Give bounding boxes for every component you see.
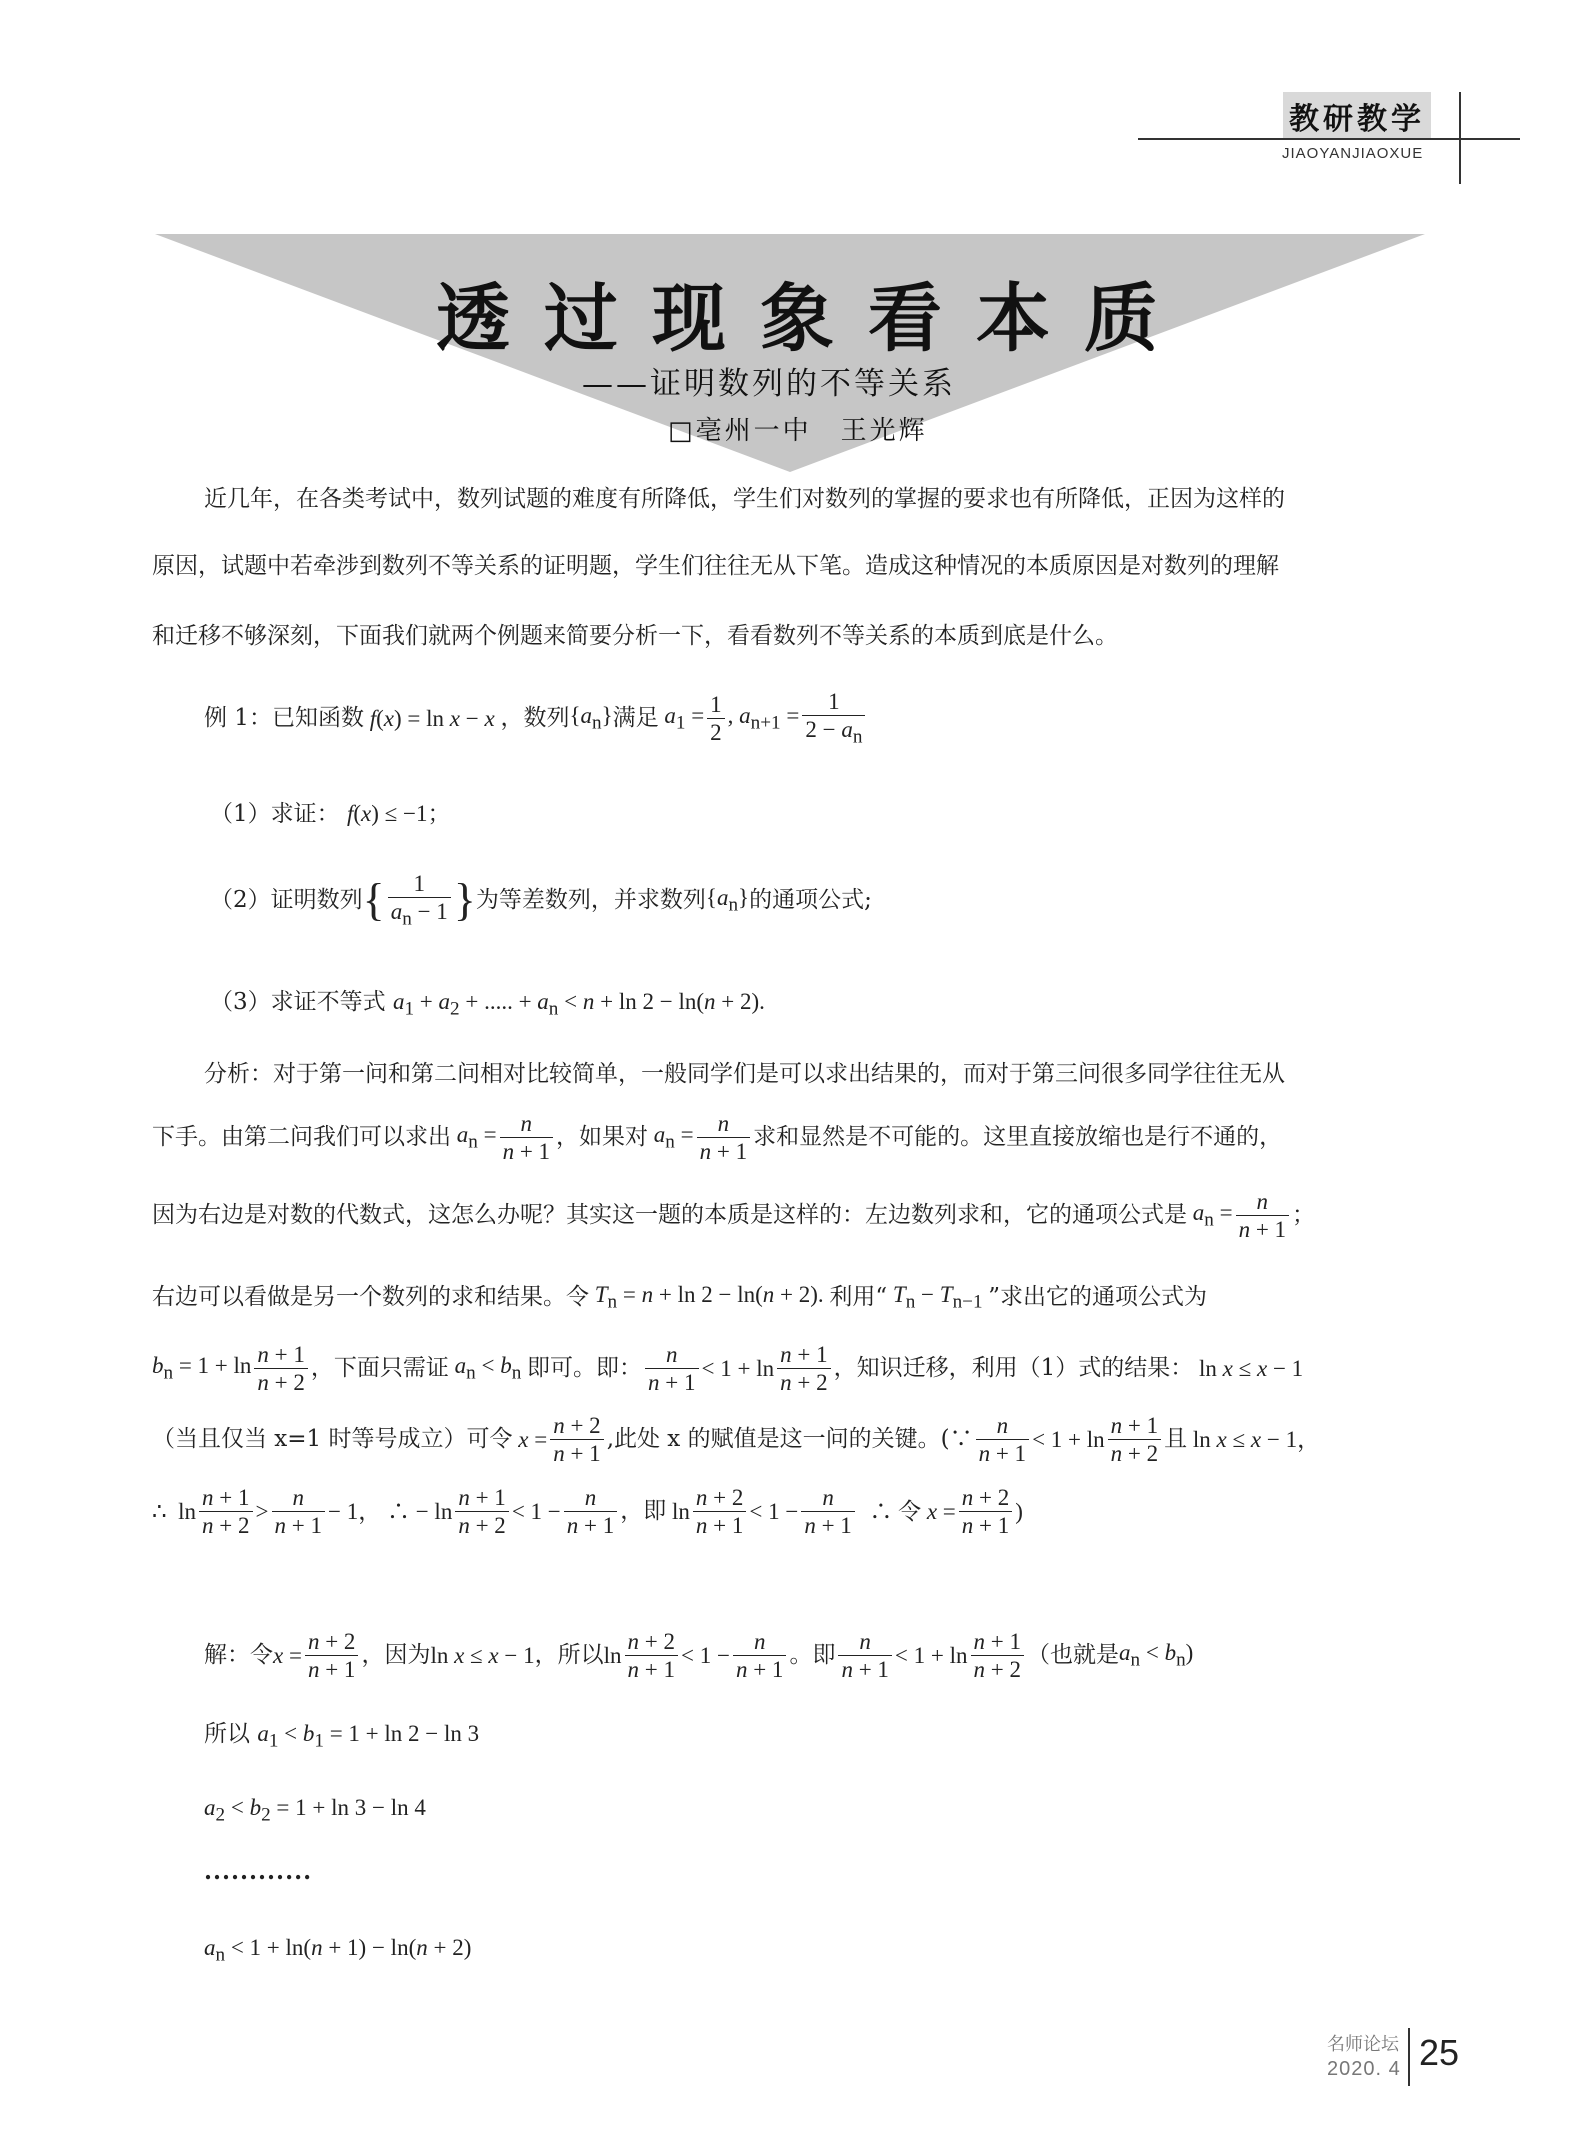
frac-n-n1-h: $\frac{n}{n + 1}$	[801, 1486, 854, 1537]
analysis-2c: 求和显然是不可能的。这里直接放缩也是行不通的，	[753, 1124, 1283, 1150]
frac-n-n1-e: $\frac{n}{n + 1}$	[976, 1414, 1029, 1465]
lnx-ineq-2: ln x ≤ x − 1，	[1187, 1427, 1321, 1452]
analysis-4a: 右边可以看做是另一个数列的求和结果。令	[152, 1283, 589, 1310]
sol-an-bn: $a_n < b_n$)	[1119, 1640, 1194, 1671]
solution-mid1: ，因为	[361, 1642, 431, 1668]
q2-seq: $\{a_n\}$	[705, 885, 750, 916]
frac-n1-n2-b: $\frac{n + 1}{n + 2}$	[777, 1343, 830, 1394]
question-3	[210, 990, 765, 1019]
intro-line-3: 和迁移不够深刻，下面我们就两个例题来简要分析一下，看看数列不等关系的本质到底是什么。	[152, 623, 1118, 649]
sol-lnx: ln x ≤ x − 1	[430, 1643, 535, 1668]
column-subtitle: JIAOYANJIAOXUE	[1282, 145, 1424, 162]
solution-label: 解：令	[204, 1642, 273, 1668]
frac-n-n1-i: $\frac{n}{n + 1}$	[733, 1630, 786, 1681]
ln-label: ln	[666, 1499, 690, 1524]
analysis-3: 因为右边是对数的代数式，这怎么办呢？其实这一题的本质是这样的：左边数列求和，它的通项公式是	[152, 1202, 1187, 1228]
analysis-4b: 利用“	[829, 1283, 888, 1310]
analysis-5a: ，下面只需证	[310, 1355, 449, 1381]
lnx-ineq: ln x ≤ x − 1	[1193, 1356, 1304, 1381]
x-eq-a: x =	[518, 1427, 548, 1452]
frac-n1-n2-f: $\frac{n + 1}{n + 2}$	[971, 1630, 1024, 1681]
sol-lt-ln: < 1 + ln	[894, 1643, 968, 1668]
frac-q2: $\frac{1}{a_n - 1}$	[388, 872, 451, 929]
minus-one: − 1， ∴ − ln	[327, 1499, 453, 1524]
q3-formula: $a_1 + a_2$ + ..... + $a_n < n + \ln 2 - \ln(n + 2)$.	[392, 989, 765, 1020]
q2-end: 的通项公式;	[749, 886, 872, 913]
analysis-2a: 下手。由第二问我们可以求出	[152, 1124, 451, 1150]
close-paren: )	[1015, 1499, 1023, 1524]
analysis-6a: （当且仅当 x=1 时等号成立）可令	[152, 1426, 513, 1452]
lt-one-minus: < 1 −	[511, 1499, 561, 1524]
frac-one-half: $\frac{1}{2}$	[707, 693, 725, 744]
bn-eq: $b_n = 1 + \ln$	[152, 1353, 252, 1384]
lt-one-minus-2: < 1 −	[749, 1499, 799, 1524]
analysis-line-4	[152, 1283, 1207, 1312]
sol-x-eq: x =	[273, 1643, 302, 1668]
therefore-let: ∴ 令 x =	[857, 1499, 956, 1524]
frac-n2-n1-e: $\frac{n + 2}{n + 1}$	[625, 1630, 678, 1681]
q1-formula: f(x) ≤ −1；	[346, 801, 451, 826]
final-line: $a_n < 1 + \ln(n + 1) - \ln(n + 2)$	[204, 1935, 472, 1966]
dots-line: ............	[204, 1858, 313, 1885]
example-label: 例 1：已知函数	[204, 704, 364, 731]
analysis-6c: 且	[1164, 1426, 1188, 1452]
so-formula: $a_1 < b_1 = 1 + \ln 2 - \ln 3$	[257, 1721, 480, 1752]
example-mid: ，数列	[500, 704, 570, 731]
intro-line-1: 近几年，在各类考试中，数列试题的难度有所降低，学生们对数列的掌握的要求也有所降低，正因为这样的	[204, 486, 1285, 512]
question-2	[210, 872, 872, 929]
frac-n-n1-d: $\frac{n}{n + 1}$	[645, 1343, 698, 1394]
lt-one-ln-2: < 1 + ln	[1032, 1427, 1105, 1452]
question-1	[210, 802, 451, 826]
analysis-5c: ，知识迁移，利用（1）式的结果：	[833, 1355, 1194, 1381]
header-vertical-rule	[1459, 92, 1461, 184]
frac-n2-n1-b: $\frac{n + 2}{n + 1}$	[693, 1486, 746, 1537]
analysis-line-2	[152, 1112, 1282, 1163]
q3-label: （3）求证不等式	[210, 989, 386, 1015]
frac-n1-n2-e: $\frac{n + 1}{n + 2}$	[455, 1486, 508, 1537]
an-eq-3: $a_n$ =	[1192, 1200, 1233, 1231]
solution-mid3: 。即	[789, 1642, 836, 1668]
so-label: 所以	[204, 1721, 250, 1747]
formula-an1: , $a_{n+1}$ =	[727, 703, 800, 734]
semicolon: ；	[1292, 1202, 1316, 1228]
footer-issue: 2020. 4	[1327, 2058, 1401, 2080]
left-brace: {	[362, 874, 385, 926]
so-line	[204, 1722, 479, 1751]
frac-n2-n1-d: $\frac{n + 2}{n + 1}$	[305, 1630, 358, 1681]
analysis-6b: ,此处 x 的赋值是这一问的关键。(∵	[606, 1426, 973, 1452]
article-author: □亳州一中 王光辉	[668, 416, 928, 446]
q1-label: （1）求证：	[210, 801, 340, 827]
an-lt-bn: $a_n < b_n$	[454, 1353, 522, 1384]
footer-divider	[1408, 2028, 1410, 2086]
sol-ln: ln	[603, 1643, 622, 1668]
analysis-line-7	[152, 1486, 1023, 1537]
lt-one-ln: < 1 + ln	[701, 1356, 775, 1381]
frac-recurrence: $\frac{1}{2 - a_n}$	[802, 690, 865, 747]
example-1-line	[204, 690, 868, 747]
q2-mid: 为等差数列，并求数列	[475, 886, 706, 913]
frac-n-n1-j: $\frac{n}{n + 1}$	[838, 1630, 891, 1681]
frac-n1-n2-a: $\frac{n + 1}{n + 2}$	[254, 1343, 307, 1394]
analysis-7a: ，即	[620, 1498, 667, 1524]
right-brace: }	[453, 874, 476, 926]
gt-sign: >	[255, 1499, 269, 1524]
frac-n-n1-a: $\frac{n}{n + 1}$	[500, 1112, 553, 1163]
sol-lt: < 1 −	[681, 1643, 730, 1668]
analysis-line-1: 分析：对于第一问和第二问相对比较简单，一般同学们是可以求出结果的，而对于第三问很多同学往往无从	[204, 1061, 1285, 1087]
article-subtitle: ——证明数列的不等关系	[582, 366, 956, 402]
step-2-line: $a_2 < b_2 = 1 + \ln 3 - \ln 4$	[204, 1795, 426, 1826]
solution-mid2: ，所以	[534, 1642, 604, 1668]
frac-n-n1-b: $\frac{n}{n + 1}$	[697, 1112, 750, 1163]
frac-n1-n2-c: $\frac{n + 1}{n + 2}$	[1108, 1414, 1161, 1465]
an-eq-1: $a_n$ =	[456, 1122, 497, 1153]
tn-formula: $T_n = n + \ln 2 - \ln(n + 2)$.	[594, 1282, 830, 1313]
solution-end: （也就是	[1027, 1642, 1119, 1668]
header-rule	[1138, 138, 1520, 140]
analysis-line-6	[152, 1414, 1320, 1465]
frac-n-n1-g: $\frac{n}{n + 1}$	[564, 1486, 617, 1537]
solution-line-1	[204, 1630, 1193, 1681]
article-title: 透过现象看本质	[436, 276, 1192, 362]
analysis-5b: 即可。即：	[527, 1355, 643, 1381]
q2-label: （2）证明数列	[210, 886, 363, 913]
formula-a1: $a_1$ =	[664, 703, 705, 734]
analysis-4c: ”求出它的通项公式为	[988, 1283, 1208, 1310]
formula-seq: $\{a_n\}$	[569, 703, 613, 734]
analysis-2b: ，如果对	[556, 1124, 649, 1150]
page-number: 25	[1419, 2032, 1460, 2073]
an-eq-2: $a_n$ =	[653, 1122, 694, 1153]
footer-magazine: 名师论坛	[1327, 2034, 1399, 2055]
frac-n-n1-f: $\frac{n}{n + 1}$	[272, 1486, 325, 1537]
example-satisfy: 满足	[612, 704, 659, 731]
frac-n2-n1-c: $\frac{n + 2}{n + 1}$	[959, 1486, 1012, 1537]
analysis-line-3	[152, 1190, 1315, 1241]
formula-f: f(x) = ln x − x	[369, 705, 495, 731]
frac-n1-n2-d: $\frac{n + 1}{n + 2}$	[199, 1486, 252, 1537]
therefore-1: ∴ ln	[152, 1499, 197, 1524]
analysis-line-5	[152, 1343, 1303, 1394]
intro-line-2: 原因，试题中若牵涉到数列不等关系的证明题，学生们往往无从下笔。造成这种情况的本质原因是对数列的理解	[152, 553, 1279, 579]
frac-n2-n1-a: $\frac{n + 2}{n + 1}$	[550, 1414, 603, 1465]
tn-diff: $T_n - T_{n-1}$	[892, 1282, 983, 1313]
column-title: 教研教学	[1283, 92, 1431, 140]
frac-n-n1-c: $\frac{n}{n + 1}$	[1236, 1190, 1289, 1241]
